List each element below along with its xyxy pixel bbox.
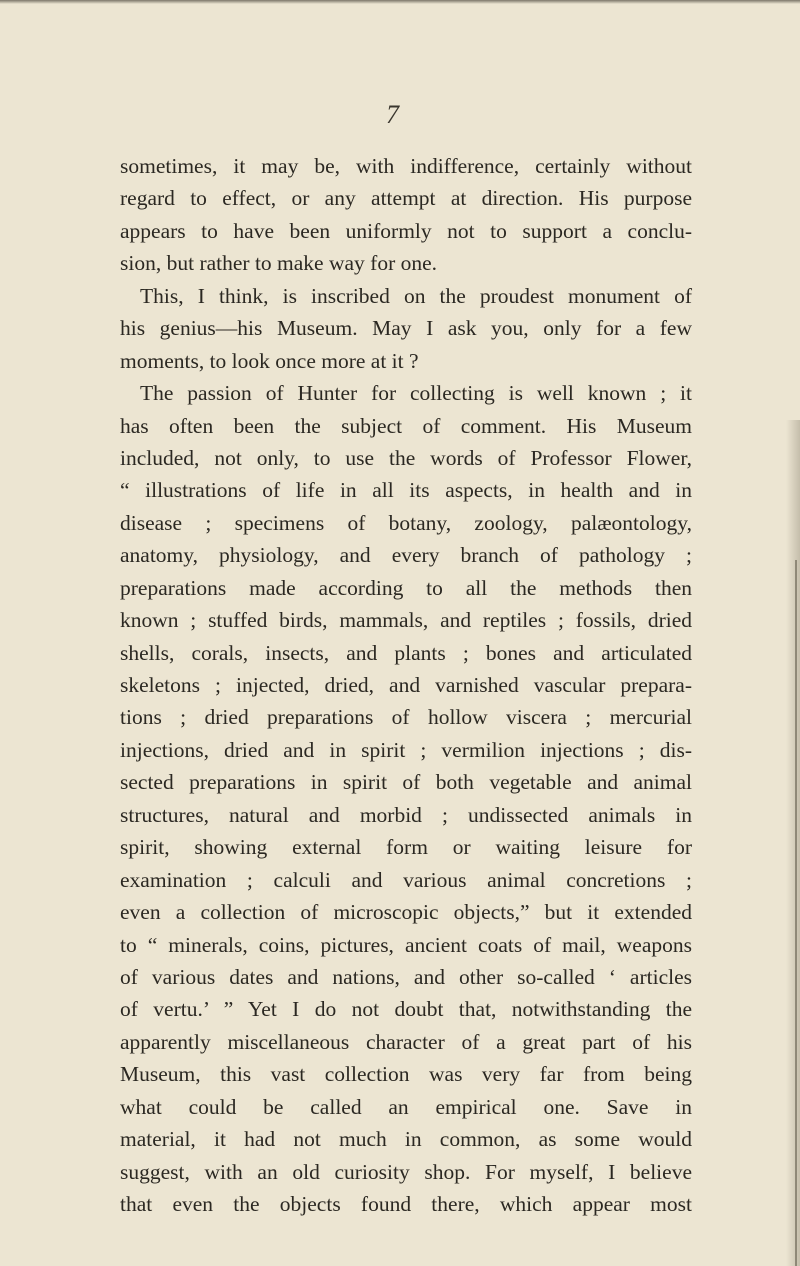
text-line: “ illustrations of life in all its aspects, in health and in (120, 478, 692, 503)
text-line: known ; stuffed birds, mammals, and reptiles ; fossils, dried (120, 608, 692, 633)
text-line: appears to have been uniformly not to support a conclu- (120, 218, 692, 243)
text-line: spirit, showing external form or waiting leisure for (120, 835, 692, 860)
body-text (120, 150, 692, 1220)
text-line: injections, dried and in spirit ; vermilion injections ; dis- (120, 737, 692, 762)
text-line: This, I think, is inscribed on the proudest monument of (140, 283, 692, 308)
text-line: included, not only, to use the words of Professor Flower, (120, 445, 692, 470)
text-line: regard to effect, or any attempt at direction. His purpose (120, 186, 692, 211)
text-line: skeletons ; injected, dried, and varnished vascular prepara- (120, 673, 692, 697)
page-right-edge-shadow (786, 420, 800, 1266)
text-line: moments, to look once more at it ? (120, 348, 419, 373)
text-line: his genius—his Museum. May I ask you, only for a few (120, 316, 692, 341)
text-line: Museum, this vast collection was very far from being (120, 1062, 692, 1087)
text-line: anatomy, physiology, and every branch of pathology ; (120, 543, 692, 568)
text-line: has often been the subject of comment. His Museum (120, 413, 692, 438)
text-line: sected preparations in spirit of both vegetable and animal (120, 770, 692, 795)
text-line: of vertu.’ ” Yet I do not doubt that, notwithstanding the (120, 997, 692, 1022)
page-number: 7 (386, 100, 399, 129)
page-right-edge-line (795, 560, 797, 1266)
text-line: that even the objects found there, which appear most (120, 1192, 692, 1216)
page-top-shadow (0, 0, 800, 4)
text-line: examination ; calculi and various animal concretions ; (120, 867, 692, 892)
text-line: structures, natural and morbid ; undissected animals in (120, 802, 692, 827)
text-line: material, it had not much in common, as some would (120, 1127, 692, 1152)
text-line: even a collection of microscopic objects,” but it extended (120, 900, 692, 925)
text-line: sion, but rather to make way for one. (120, 251, 438, 276)
text-line: preparations made according to all the methods then (120, 575, 692, 600)
text-line: suggest, with an old curiosity shop. For myself, I believe (120, 1159, 692, 1184)
text-line: tions ; dried preparations of hollow viscera ; mercurial (120, 705, 692, 730)
text-line: of various dates and nations, and other so-called ‘ articles (120, 964, 692, 989)
text-line: to “ minerals, coins, pictures, ancient coats of mail, weapons (120, 932, 692, 957)
text-line: apparently miscellaneous character of a great part of his (120, 1029, 692, 1054)
text-line: The passion of Hunter for collecting is well known ; it (140, 381, 692, 406)
text-line: disease ; specimens of botany, zoology, palæontology, (120, 510, 692, 535)
text-line: what could be called an empirical one. Save in (120, 1094, 692, 1119)
text-line: shells, corals, insects, and plants ; bones and articulated (120, 640, 692, 665)
text-line: sometimes, it may be, with indifference, certainly without (120, 154, 692, 178)
